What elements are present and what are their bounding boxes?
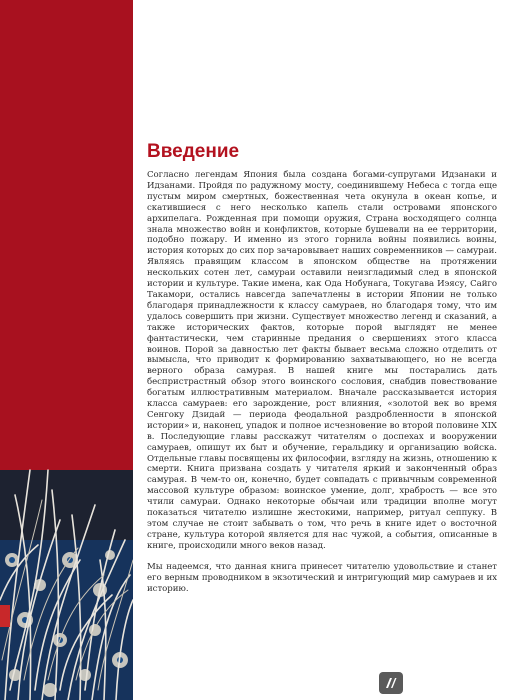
decorative-side-band xyxy=(0,0,133,700)
body-paragraph-1: Согласно легендам Япония была создана богами-супругами Идзанаки и Идзанами. Пройдя по радужному мосту, соединившему Небеса с тогда еще пустым миром смертных, божественная чета окунула в океан копье, и скатившиеся с него несколько капель стали островами японского архипелага. Рожденная при помощи оружия, Страна восходящего солнца знала множество войн и конфликтов, которые бушевали на ее территории, подобно пожару. И именно из этого горнила войны появились воины, история которых до сих пор зачаровывает наших современников — самураи. Являясь правящим классом в японском обществе на протяжении нескольких сотен лет, самураи оставили неизгладимый след в японской истории и культуре. Такие имена, как Ода Нобунага, Токугава Иэясу, Сайго Такамори, остались навсегда запечатлены в истории Японии не только благодаря принадлежности к классу самураев, но благодаря тому, что им удалось совершить при жизни. Существует множество легенд и сказаний, а также исторических фактов, которые порой выглядят не менее фантастически, чем старинные предания о свершениях этого класса воинов. Порой за давностью лет факты бывает весьма сложно отделить от вымысла, что приводит к формированию захватывающего, но не всегда верного образа самурая. В нашей книге мы постарались дать беспристрастный обзор этого воинского сословия, снабдив повествование богатым иллюстративным материалом. Вначале рассказывается история класса самураев: его зарождение, рост влияния, «золотой век во время Сенгоку Дзидай — периода феодальной раздробленности в японской истории» и, наконец, упадок и полное исчезновение во второй половине XIX в. Последующие главы расскажут читателям о доспехах и вооружении самураев, опишут их быт и обучение, геральдику и организацию войска. Отдельные главы посвящены их философии, взгляду на жизнь, отношению к смерти. Книга призвана создать у читателя яркий и законченный образ самурая. В чем-то он, конечно, будет совпадать с привычным современной массовой культуре образом: воинское умение, долг, храбрость — все это чтили самураи. Однако некоторые обычаи или традиции вполне могут показаться читателю излишне жестокими, например, ритуал сеппуку. В этом случае не стоит забывать о том, что речь в книге идет о восточной стране, культура которой является для нас чужой, а события, описанные в книге, происходили много веков назад. xyxy=(147,170,497,551)
body-paragraph-2: Мы надеемся, что данная книга принесет читателю удовольствие и станет его верным проводником в экзотический и интригующий мир самураев и их историю. xyxy=(147,561,497,594)
publisher-logo-badge xyxy=(379,672,403,694)
page-text-block xyxy=(147,140,497,594)
woodblock-grass-illustration xyxy=(0,0,133,700)
publisher-logo-icon xyxy=(384,676,398,690)
chapter-title: Введение xyxy=(147,141,240,162)
